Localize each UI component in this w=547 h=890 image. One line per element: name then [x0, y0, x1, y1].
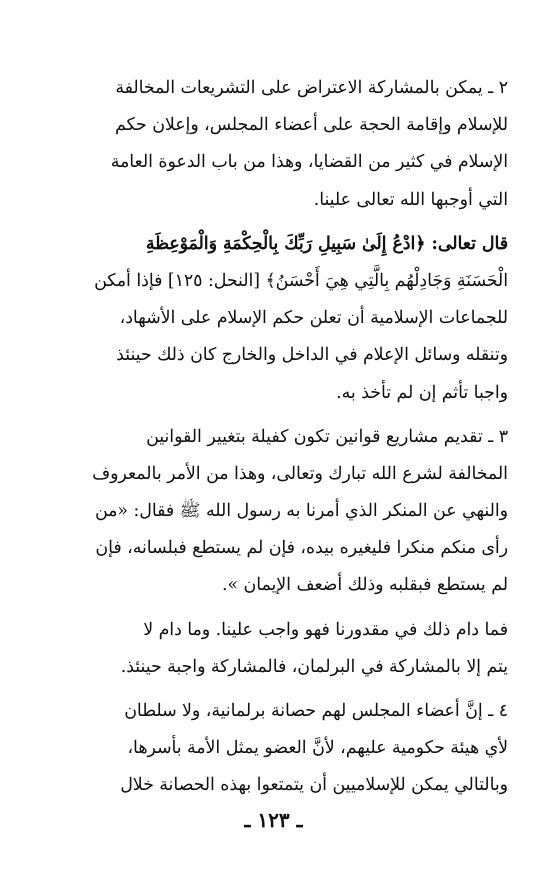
quran-verse-line: الْحَسَنَةِ وَجَادِلْهُم بِالَّتِي هِيَ أَحْسَنُ﴾ [النحل: ١٢٥] فإذا أمكن: [94, 270, 508, 291]
text-line: وبالتالي يمكن للإسلاميين أن يتمتعوا بهذه الحصانة خلال: [120, 775, 508, 796]
text-line: للإسلام وإقامة الحجة على أعضاء المجلس، وإعلان حكم: [114, 115, 508, 136]
paragraph-conclusion: [40, 612, 508, 686]
paragraph-point-3: [40, 419, 508, 605]
text-line: ٤ ـ إنَّ أعضاء المجلس لهم حصانة برلمانية، ولا سلطان: [124, 701, 508, 721]
text-line: ٢ ـ يمكن بالمشاركة الاعتراض على التشريعات المخالفة: [115, 78, 508, 98]
page-body: [40, 70, 508, 796]
paragraph-point-4: [40, 693, 508, 805]
paragraph-quran-citation: [40, 226, 508, 412]
hadith-line: لم يستطع فبقلبه وذلك أضعف الإيمان ».: [221, 575, 508, 596]
hadith-line: والنهي عن المنكر الذي أمرنا به رسول الله ﷺ فقال: «من: [94, 501, 508, 522]
text-line: يتم إلا بالمشاركة في البرلمان، فالمشاركة واجبة حينئذ.: [120, 656, 508, 677]
hadith-line: رأى منكم منكرا فليغيره بيده، فإن لم يستطع فبلسانه، فإن: [95, 538, 508, 559]
quran-verse-line: قال تعالى: ﴿ادْعُ إِلَىٰ سَبِيلِ رَبِّكَ بِالْحِكْمَةِ وَالْمَوْعِظَةِ: [145, 233, 508, 254]
text-line: الإسلام في كثير من القضايا، وهذا من باب الدعوة العامة: [110, 152, 508, 173]
paragraph-point-2: [40, 70, 508, 219]
text-line: المخالفة لشرع الله تبارك وتعالى، وهذا من الأمر بالمعروف: [92, 463, 508, 484]
text-line: ٣ ـ تقديم مشاريع قوانين تكون كفيلة بتغيير القوانين: [146, 426, 508, 447]
text-line: للجماعات الإسلامية أن تعلن حكم الإسلام على الأشهاد،: [119, 308, 508, 329]
text-line: واجبا تأثم إن لم تأخذ به.: [336, 382, 508, 403]
text-line: لأي هيئة حكومية عليهم، لأنَّ العضو يمثل الأمة بأسرها،: [127, 738, 508, 759]
text-line: التي أوجبها الله تعالى علينا.: [313, 189, 508, 210]
page-number: ـ ١٢٣ ـ: [244, 808, 303, 832]
text-line: فما دام ذلك في مقدورنا فهو واجب علينا. وما دام لا: [143, 619, 508, 640]
text-line: وتنقله وسائل الإعلام في الداخل والخارج كان ذلك حينئذ: [116, 345, 508, 366]
